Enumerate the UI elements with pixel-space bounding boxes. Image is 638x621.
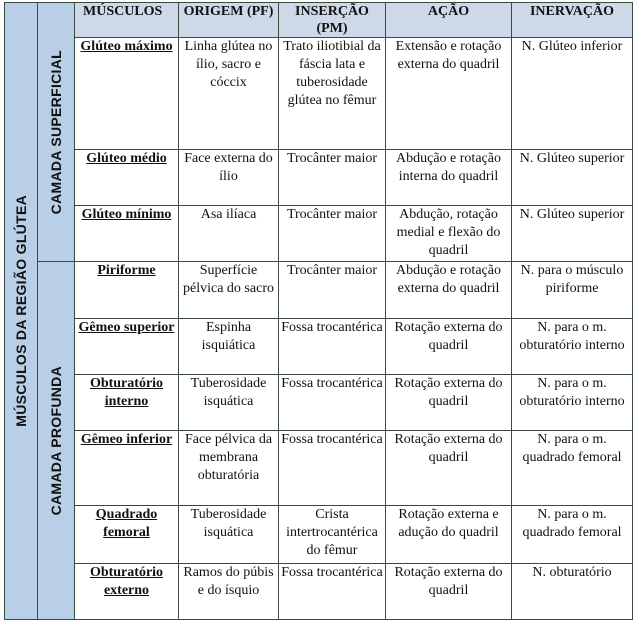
table-row [5, 564, 633, 620]
deep-layer-cell [38, 262, 75, 620]
origin-cell: Tuberosidade isquática [179, 506, 279, 564]
innervation-cell: N. para o m. obturatório interno [512, 319, 633, 375]
table-row [5, 206, 633, 262]
insertion-cell: Fossa trocantérica [279, 319, 386, 375]
innervation-cell: N. Glúteo inferior [512, 38, 633, 150]
origin-cell: Superfície pélvica do sacro [179, 262, 279, 319]
region-label-cell [5, 3, 38, 620]
origin-cell: Face externa do ílio [179, 150, 279, 206]
insertion-cell: Trato iliotibial da fáscia lata e tuberosidade glútea no fêmur [279, 38, 386, 150]
muscle-table-container [4, 2, 633, 620]
table-row [5, 431, 633, 506]
gluteal-muscles-table [4, 2, 633, 620]
table-row [5, 38, 633, 150]
insertion-cell: Fossa trocantérica [279, 431, 386, 506]
action-cell: Rotação externa do quadril [386, 375, 512, 431]
action-cell: Rotação externa do quadril [386, 564, 512, 620]
origin-cell: Asa ilíaca [179, 206, 279, 262]
header-origem: ORIGEM (PF) [179, 3, 279, 38]
superficial-layer-cell [38, 3, 75, 262]
innervation-cell: N. Glúteo superior [512, 150, 633, 206]
muscle-name: Glúteo mínimo [75, 206, 179, 262]
action-cell: Abdução e rotação interna do quadril [386, 150, 512, 206]
header-musculos: MÚSCULOS [75, 3, 179, 38]
header-row [5, 3, 633, 38]
table-row [5, 150, 633, 206]
innervation-cell: N. obturatório [512, 564, 633, 620]
muscle-name: Gêmeo superior [75, 319, 179, 375]
insertion-cell: Fossa trocantérica [279, 375, 386, 431]
header-inervacao: INERVAÇÃO [512, 3, 633, 38]
insertion-cell: Crista intertrocantérica do fêmur [279, 506, 386, 564]
muscle-name: Quadrado femoral [75, 506, 179, 564]
muscle-name: Glúteo máximo [75, 38, 179, 150]
insertion-cell: Trocânter maior [279, 206, 386, 262]
origin-cell: Espinha isquiática [179, 319, 279, 375]
insertion-cell: Fossa trocantérica [279, 564, 386, 620]
innervation-cell: N. para o m. quadrado femoral [512, 506, 633, 564]
innervation-cell: N. para o músculo piriforme [512, 262, 633, 319]
muscle-name: Obturatório externo [75, 564, 179, 620]
action-cell: Abdução, rotação medial e flexão do quadril [386, 206, 512, 262]
header-acao: AÇÃO [386, 3, 512, 38]
origin-cell: Linha glútea no ílio, sacro e cóccix [179, 38, 279, 150]
origin-cell: Ramos do púbis e do ísquio [179, 564, 279, 620]
superficial-layer-label: CAMADA SUPERFICIAL [48, 49, 64, 215]
action-cell: Abdução e rotação externa do quadril [386, 262, 512, 319]
innervation-cell: N. Glúteo superior [512, 206, 633, 262]
action-cell: Rotação externa do quadril [386, 431, 512, 506]
muscle-name: Glúteo médio [75, 150, 179, 206]
header-insercao: INSERÇÃO (PM) [279, 3, 386, 38]
insertion-cell: Trocânter maior [279, 262, 386, 319]
table-row [5, 319, 633, 375]
muscle-name: Piriforme [75, 262, 179, 319]
innervation-cell: N. para o m. quadrado femoral [512, 431, 633, 506]
origin-cell: Face pélvica da membrana obturatória [179, 431, 279, 506]
muscle-name: Obturatório interno [75, 375, 179, 431]
action-cell: Rotação externa do quadril [386, 319, 512, 375]
deep-layer-label: CAMADA PROFUNDA [48, 365, 64, 516]
table-row [5, 375, 633, 431]
table-row [5, 262, 633, 319]
action-cell: Rotação externa e adução do quadril [386, 506, 512, 564]
region-title: MÚSCULOS DA REGIÃO GLÚTEA [13, 195, 29, 427]
insertion-cell: Trocânter maior [279, 150, 386, 206]
action-cell: Extensão e rotação externa do quadril [386, 38, 512, 150]
muscle-name: Gêmeo inferior [75, 431, 179, 506]
innervation-cell: N. para o m. obturatório interno [512, 375, 633, 431]
table-row [5, 506, 633, 564]
origin-cell: Tuberosidade isquática [179, 375, 279, 431]
